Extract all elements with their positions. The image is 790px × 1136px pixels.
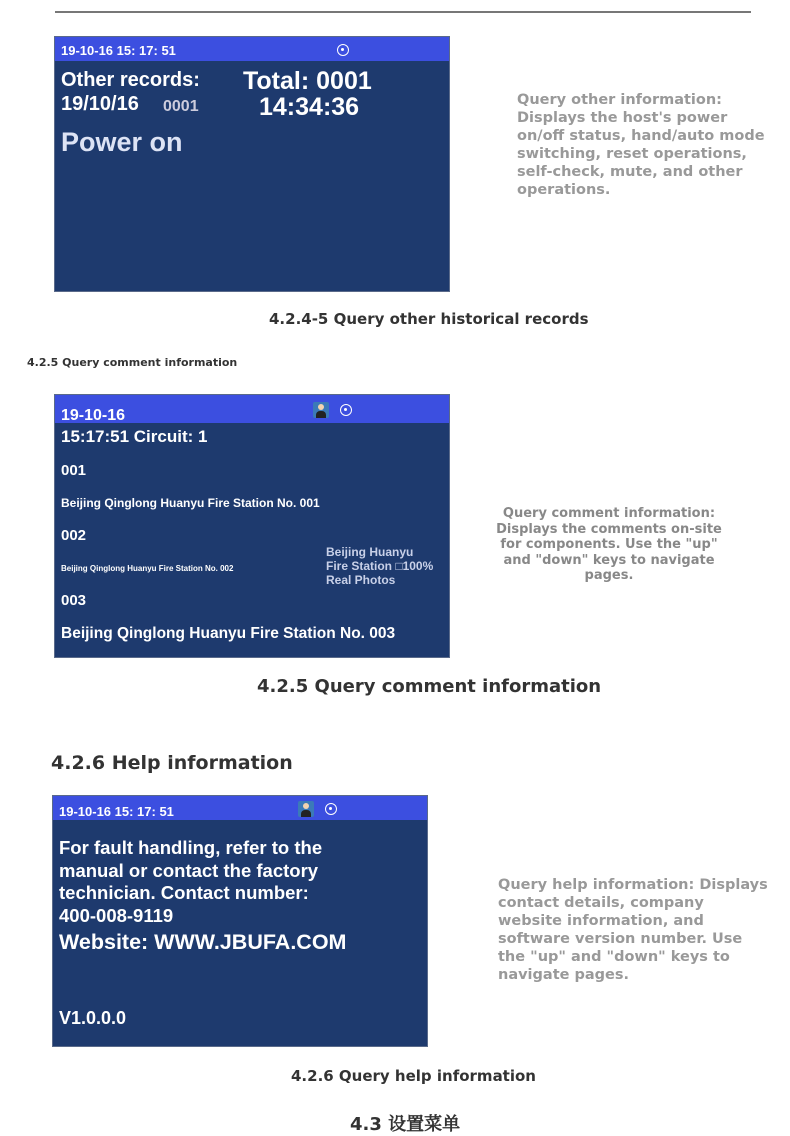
status-bar [53, 796, 427, 820]
target-icon [325, 803, 337, 815]
divider [55, 11, 751, 13]
records-total: Total: 0001 [243, 67, 372, 95]
section-heading-4-2-6: 4.2.6 Help information [51, 752, 293, 774]
caption-other-records: 4.2.4-5 Query other historical records [269, 310, 589, 328]
screen-help-info [52, 795, 428, 1047]
circuit-line: 15:17:51 Circuit: 1 [61, 427, 208, 446]
status-bar [55, 37, 449, 61]
record-index: 0001 [163, 98, 199, 115]
help-website: Website: WWW.JBUFA.COM [59, 930, 347, 954]
watermark [326, 545, 433, 587]
records-label: Other records: [61, 69, 200, 91]
watermark-line: Real Photos [326, 573, 396, 587]
comment-no: 003 [61, 592, 87, 609]
software-version: V1.0.0.0 [59, 1008, 127, 1028]
watermark-line: Fire Station □100% [326, 559, 434, 573]
screen-other-records [54, 36, 450, 292]
comment-text: Beijing Qinglong Huanyu Fire Station No. 003 [61, 625, 396, 642]
status-time: 19-10-16 15: 17: 51 [61, 43, 176, 58]
caption-comment-info: 4.2.5 Query comment information [257, 676, 602, 697]
section-heading-4-2-5: 4.2.5 Query comment information [27, 356, 238, 369]
note-comment-info: Query comment information: Displays the comments on-site for components. Use the "up" and "down" keys to navigate pages. [496, 506, 722, 583]
record-time: 14:34:36 [259, 93, 360, 121]
user-icon [298, 801, 314, 817]
note-other-records: Query other information: Displays the host's power on/off status, hand/auto mode switching, reset operations, self-check, mute, and other operations. [517, 92, 765, 198]
screen-comment-info [54, 394, 450, 658]
comment-text: Beijing Qinglong Huanyu Fire Station No. 002 [61, 564, 234, 573]
comment-text: Beijing Qinglong Huanyu Fire Station No. 001 [61, 496, 320, 510]
target-icon [340, 404, 352, 416]
status-bar [55, 395, 449, 423]
comment-no: 001 [61, 462, 87, 479]
status-time: 19-10-16 15: 17: 51 [59, 804, 174, 819]
help-message: For fault handling, refer to the manual or contact the factory technician. Contact number: 400-008-9119 [59, 837, 323, 926]
comment-no: 002 [61, 527, 87, 544]
watermark-line: Beijing Huanyu [326, 545, 414, 559]
user-icon [313, 402, 329, 418]
caption-help-info: 4.2.6 Query help information [291, 1067, 536, 1085]
status-date: 19-10-16 [61, 407, 126, 424]
record-date: 19/10/16 [61, 93, 139, 115]
note-help-info: Query help information: Displays contact details, company website information, and software version number. Use the "up" and "down" keys to navigate pages. [498, 877, 768, 983]
target-icon [337, 44, 349, 56]
record-event: Power on [61, 127, 183, 157]
next-section-heading: 4.3 设置菜单 [350, 1114, 461, 1135]
